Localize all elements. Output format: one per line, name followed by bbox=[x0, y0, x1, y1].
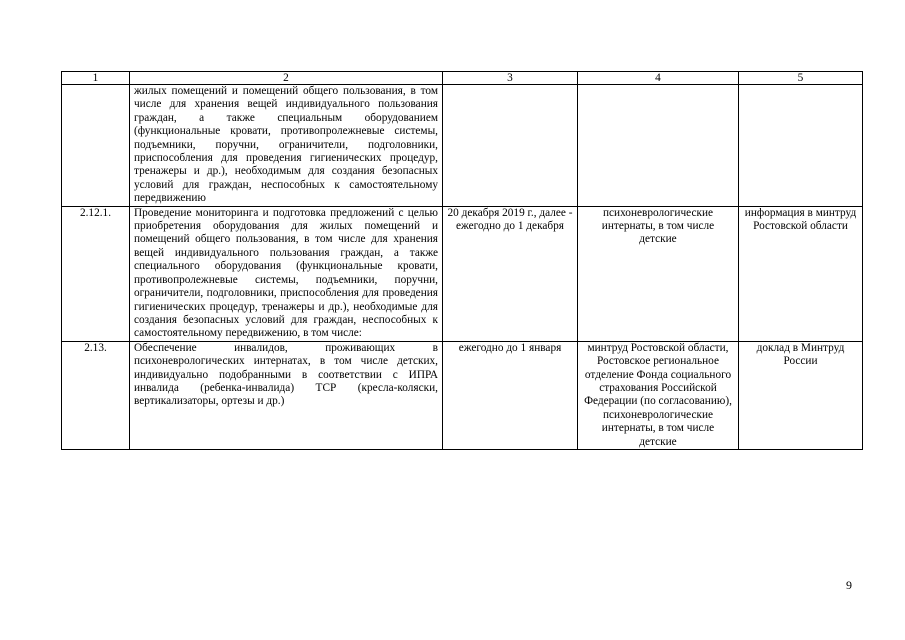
row-deadline bbox=[443, 85, 578, 207]
header-col-1: 1 bbox=[62, 72, 130, 85]
table-header-row bbox=[62, 72, 863, 85]
row-result: информация в минтруд Ростовской области bbox=[739, 206, 863, 341]
header-col-4: 4 bbox=[578, 72, 739, 85]
row-number bbox=[62, 85, 130, 207]
table-row bbox=[62, 206, 863, 341]
header-col-2: 2 bbox=[130, 72, 443, 85]
page-number: 9 bbox=[846, 578, 852, 592]
row-executor: психоневрологические интернаты, в том числе детские bbox=[578, 206, 739, 341]
row-deadline: 20 декабря 2019 г., далее - ежегодно до 1 декабря bbox=[443, 206, 578, 341]
row-description: Обеспечение инвалидов, проживающих в психоневрологических интернатах, в том числе детских, индивидуально подобранными в соответствии с ИПРА инвалида (ребенка-инвалида) ТСР (кресла-коляски, вертикализаторы, ортезы и др.) bbox=[130, 341, 443, 449]
row-number: 2.12.1. bbox=[62, 206, 130, 341]
row-result: доклад в Минтруд России bbox=[739, 341, 863, 449]
row-executor bbox=[578, 85, 739, 207]
table-row bbox=[62, 341, 863, 449]
header-col-3: 3 bbox=[443, 72, 578, 85]
row-result bbox=[739, 85, 863, 207]
row-description: жилых помещений и помещений общего пользования, в том числе для хранения вещей индивидуального пользования граждан, а также специальным оборудованием (функциональные кровати, противопролежневые системы, подъемники, поручни, ограничители, подголовники, приспособления для проведения гигиенических процедур, тренажеры и др.), необходимым для создания безопасных условий для граждан, неспособных к самостоятельному передвижению bbox=[130, 85, 443, 207]
row-executor: минтруд Ростовской области, Ростовское региональное отделение Фонда социального страхования Российской Федерации (по согласованию), психоневрологические интернаты, в том числе детские bbox=[578, 341, 739, 449]
row-deadline: ежегодно до 1 января bbox=[443, 341, 578, 449]
row-description: Проведение мониторинга и подготовка предложений с целью приобретения оборудования для жилых помещений и помещений общего пользования, в том числе для хранения вещей индивидуального пользования граждан, а также специального оборудования (функциональные кровати, противопролежневые системы, подъемники, поручни, ограничители, подголовники, приспособления для проведения гигиенических процедур, тренажеры и др.), необходимые для создания безопасных условий для граждан, неспособных к самостоятельному передвижению, в том числе: bbox=[130, 206, 443, 341]
table-row bbox=[62, 85, 863, 207]
row-number: 2.13. bbox=[62, 341, 130, 449]
header-col-5: 5 bbox=[739, 72, 863, 85]
document-table bbox=[61, 71, 863, 450]
